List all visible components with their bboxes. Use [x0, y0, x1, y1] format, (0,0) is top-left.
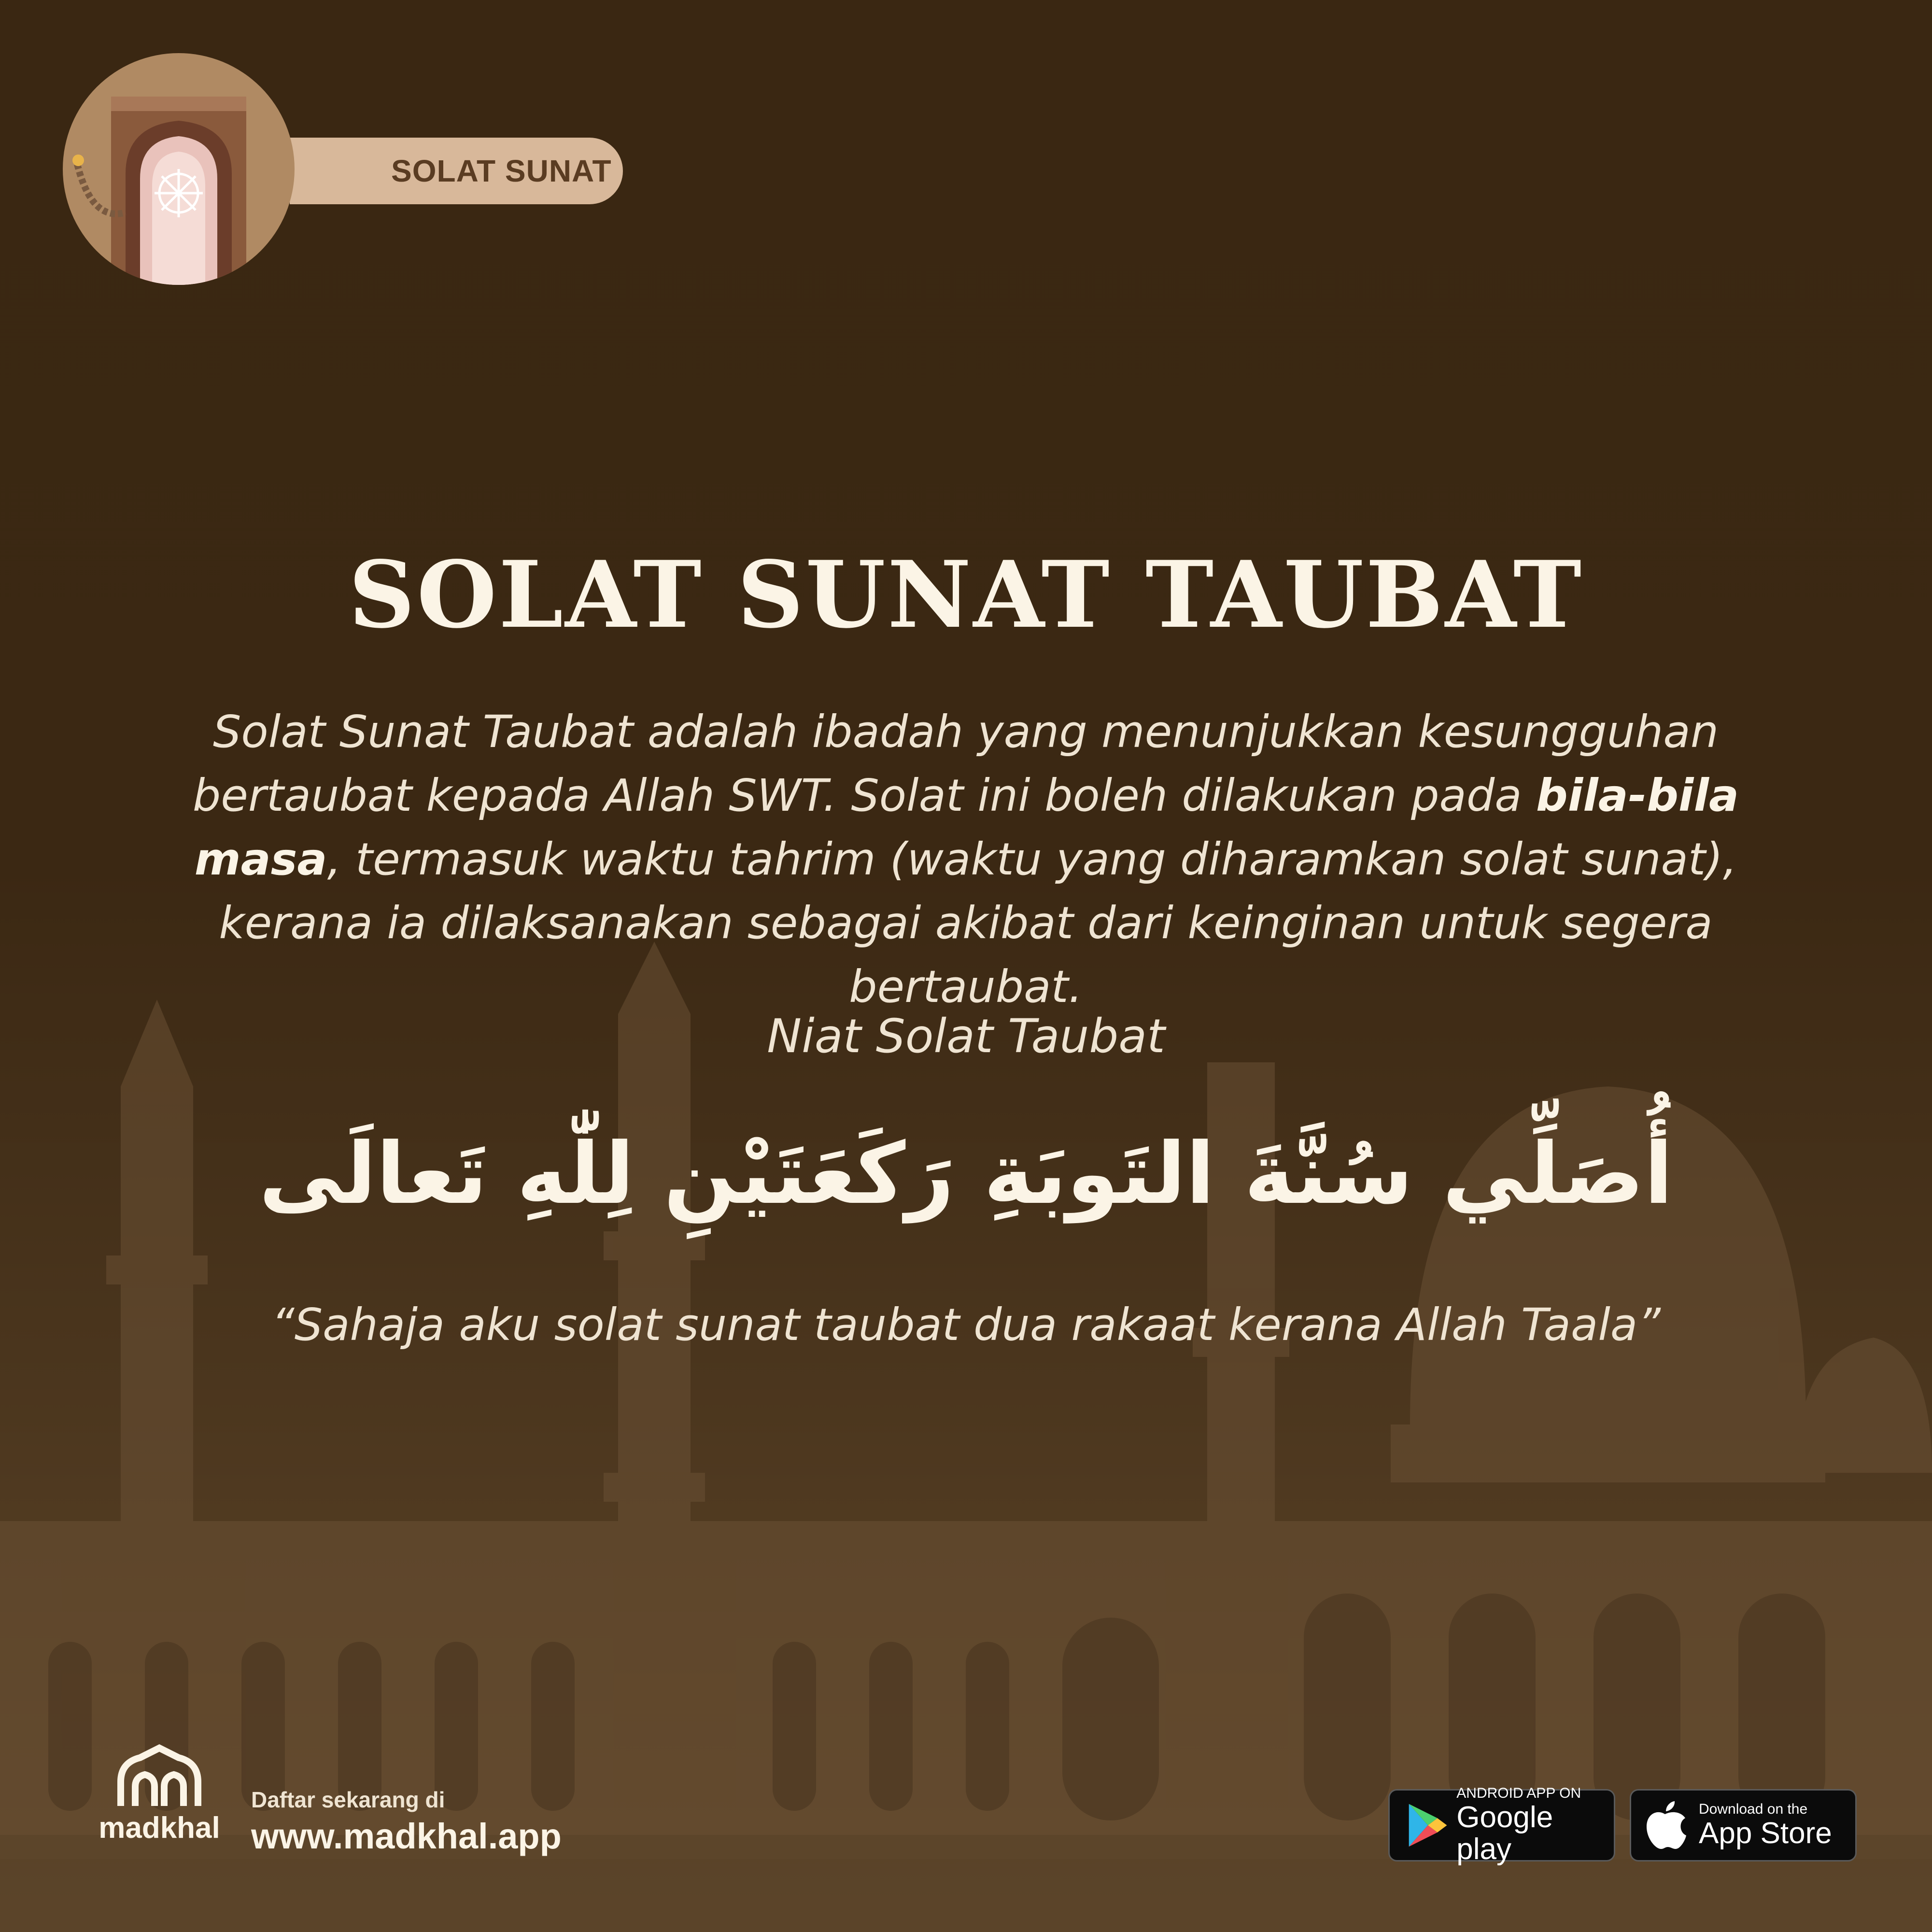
app-store-button[interactable]: [1630, 1789, 1857, 1861]
description-text-after: , termasuk waktu tahrim (waktu yang diharamkan solat sunat), kerana ia dilaksanakan sebagai akibat dari keinginan untuk segera bertaubat.: [219, 833, 1737, 1013]
description-text-before: Solat Sunat Taubat adalah ibadah yang menunjukkan kesungguhan bertaubat kepada Allah SWT. Solat ini boleh dilakukan pada: [192, 706, 1719, 821]
website-link[interactable]: www.madkhal.app: [251, 1816, 562, 1856]
category-badge: [63, 53, 612, 295]
brand-name: madkhal: [99, 1811, 220, 1845]
mosque-background-image: [0, 942, 1932, 1932]
google-play-small-label: ANDROID APP ON: [1456, 1785, 1581, 1801]
apple-icon: [1641, 1799, 1689, 1852]
google-play-icon: [1399, 1799, 1452, 1852]
mihrab-icon: [63, 53, 295, 285]
page-title: SOLAT SUNAT TAUBAT: [348, 541, 1584, 649]
niat-arabic-text: أُصَلِّي سُنَّةَ التَوبَةِ رَكَعَتَيْنِ لِلّٰهِ تَعالَى: [259, 1125, 1673, 1223]
google-play-text: [1456, 1785, 1614, 1865]
category-pill: [290, 138, 623, 204]
app-store-label: App Store: [1699, 1817, 1832, 1850]
category-label: SOLAT SUNAT: [391, 154, 612, 188]
app-store-small-label: Download on the: [1699, 1801, 1808, 1817]
google-play-label: Google play: [1456, 1801, 1553, 1866]
signup-prompt: Daftar sekarang di: [251, 1787, 445, 1812]
niat-translation: “Sahaja aku solat sunat taubat dua rakaat kerana Allah Taala”: [271, 1299, 1661, 1351]
description-emphasis: bila-bila masa: [194, 770, 1739, 885]
niat-heading: Niat Solat Taubat: [767, 1009, 1165, 1063]
mihrab-illustration: [63, 53, 295, 285]
app-store-text: [1699, 1801, 1832, 1849]
description-paragraph: [145, 700, 1787, 1019]
google-play-button[interactable]: [1388, 1785, 1615, 1866]
